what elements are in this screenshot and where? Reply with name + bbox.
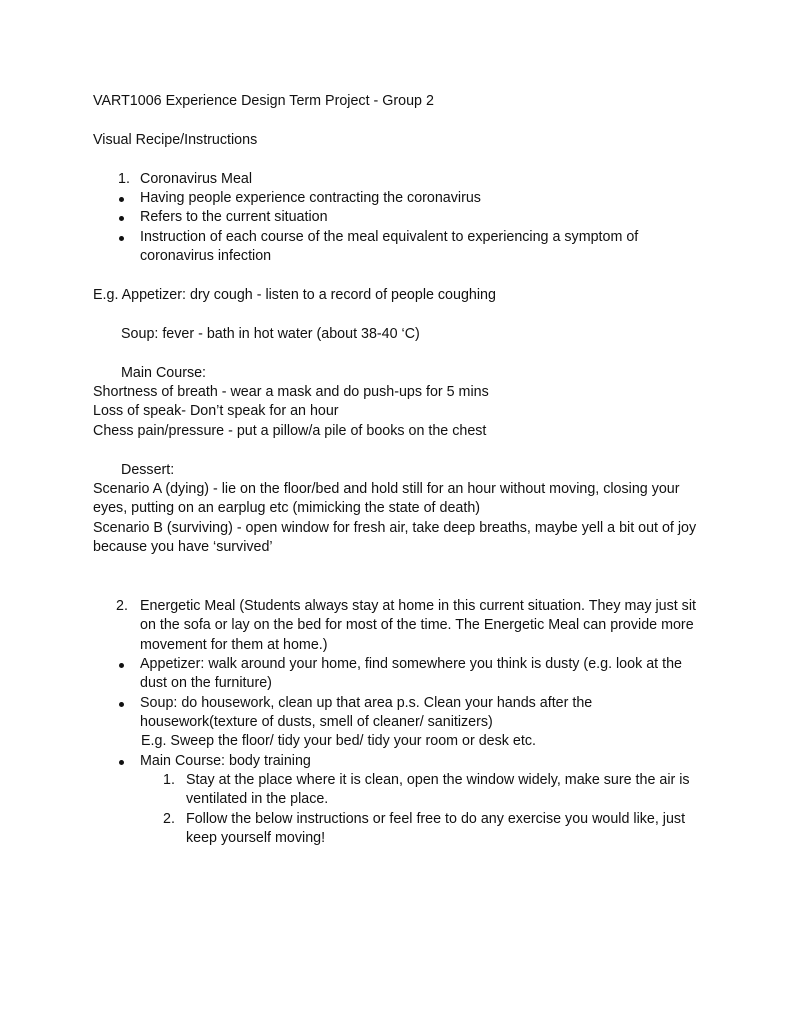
list-number: 2. <box>163 811 175 827</box>
appetizer-line: E.g. Appetizer: dry cough - listen to a record of people coughing <box>93 287 496 303</box>
appetizer-line: Appetizer: walk around your home, find somewhere you think is dusty (e.g. look at the <box>140 656 682 672</box>
meal-2-line: Energetic Meal (Students always stay at home in this current situation. They may just sit <box>140 598 696 614</box>
meal-2-line: on the sofa or lay on the bed for most of the time. The Energetic Meal can provide more <box>140 617 694 633</box>
bullet-icon <box>119 760 124 765</box>
soup-line: E.g. Sweep the floor/ tidy your bed/ tidy your room or desk etc. <box>141 733 536 749</box>
meal-1-heading: Coronavirus Meal <box>140 171 253 187</box>
list-item-continued: coronavirus infection <box>140 248 272 264</box>
document-subtitle: Visual Recipe/Instructions <box>93 132 258 148</box>
bullet-icon <box>119 702 124 707</box>
bullet-icon <box>119 197 124 202</box>
main-course-line: Shortness of breath - wear a mask and do push-ups for 5 mins <box>93 384 489 400</box>
meal-2-line: movement for them at home.) <box>140 637 328 653</box>
list-item: Refers to the current situation <box>140 209 328 225</box>
soup-line: housework(texture of dusts, smell of cleaner/ sanitizers) <box>140 714 493 730</box>
main-course-line: Loss of speak- Don’t speak for an hour <box>93 403 339 419</box>
list-item: Instruction of each course of the meal equivalent to experiencing a symptom of <box>140 229 639 245</box>
list-number: 1. <box>118 171 130 187</box>
list-number: 2. <box>116 598 128 614</box>
document-title: VART1006 Experience Design Term Project - Group 2 <box>93 93 434 109</box>
dessert-line: because you have ‘survived’ <box>93 539 273 555</box>
bullet-icon <box>119 216 124 221</box>
main-course-label: Main Course: <box>121 365 207 381</box>
dessert-label: Dessert: <box>121 462 175 478</box>
dessert-line: eyes, putting on an earplug etc (mimicking the state of death) <box>93 500 481 516</box>
list-number: 1. <box>163 772 175 788</box>
bullet-icon <box>119 236 124 241</box>
main-course-line: Chess pain/pressure - put a pillow/a pile of books on the chest <box>93 423 487 439</box>
soup-line: Soup: fever - bath in hot water (about 38-40 ‘C) <box>121 326 420 342</box>
sub-item-line: Stay at the place where it is clean, open the window widely, make sure the air is <box>186 772 690 788</box>
sub-item-line: ventilated in the place. <box>186 791 329 807</box>
bullet-icon <box>119 663 124 668</box>
dessert-line: Scenario B (surviving) - open window for fresh air, take deep breaths, maybe yell a bit out of joy <box>93 520 697 536</box>
soup-line: Soup: do housework, clean up that area p.s. Clean your hands after the <box>140 695 593 711</box>
dessert-line: Scenario A (dying) - lie on the floor/bed and hold still for an hour without moving, closing your <box>93 481 680 497</box>
sub-item-line: keep yourself moving! <box>186 830 326 846</box>
sub-item-line: Follow the below instructions or feel free to do any exercise you would like, just <box>186 811 686 827</box>
main-course-line: Main Course: body training <box>140 753 311 769</box>
list-item: Having people experience contracting the coronavirus <box>140 190 481 206</box>
appetizer-line: dust on the furniture) <box>140 675 272 691</box>
